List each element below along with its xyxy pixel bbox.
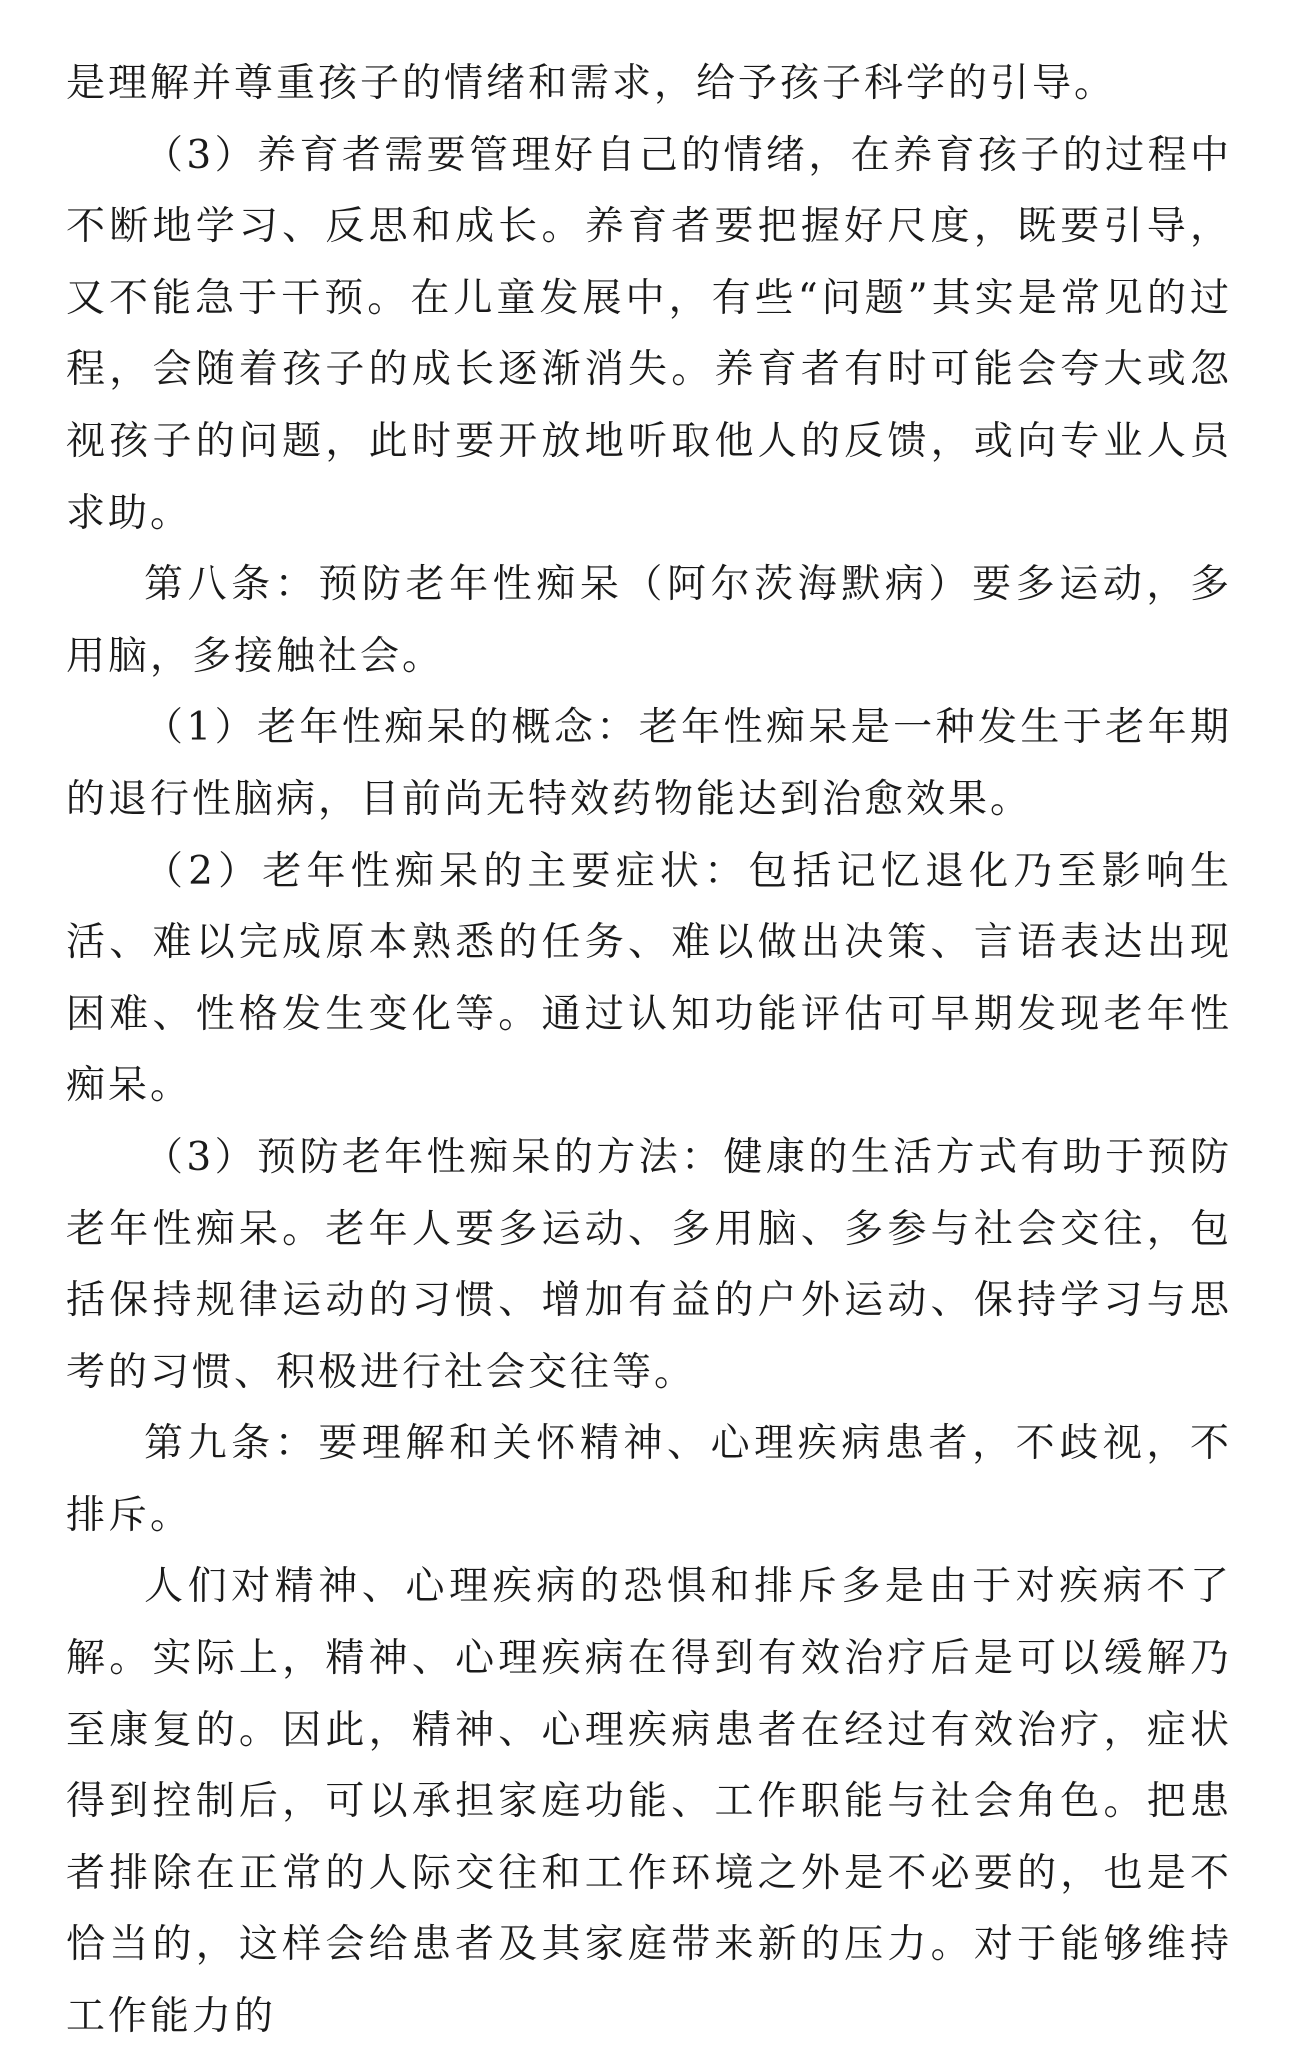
paragraph-dementia-prevention: （3）预防老年性痴呆的方法：健康的生活方式有助于预防老年性痴呆。老年人要多运动、多用脑、多参与社会交往，包括保持规律运动的习惯、增加有益的户外运动、保持学习与思考的习惯、积极进行社会交往等。 <box>66 1134 1232 1395</box>
paragraph-mental-illness: 人们对精神、心理疾病的恐惧和排斥多是由于对疾病不了解。实际上，精神、心理疾病在得到有效治疗后是可以缓解乃至康复的。因此，精神、心理疾病患者在经过有效治疗，症状得到控制后，可以承担家庭功能、工作职能与社会角色。把患者排除在正常的人际交往和工作环境之外是不必要的，也是不恰当的，这样会给患者及其家庭带来新的压力。对于能够维持工作能力的 <box>66 1564 1232 2040</box>
paragraph-dementia-concept: （1）老年性痴呆的概念：老年性痴呆是一种发生于老年期的退行性脑病，目前尚无特效药物能达到治愈效果。 <box>66 705 1232 822</box>
article-nine-heading: 第九条：要理解和关怀精神、心理疾病患者，不歧视，不排斥。 <box>66 1421 1232 1538</box>
paragraph-dementia-symptoms: （2）老年性痴呆的主要症状：包括记忆退化乃至影响生活、难以完成原本熟悉的任务、难以做出决策、言语表达出现困难、性格发生变化等。通过认知功能评估可早期发现老年性痴呆。 <box>66 848 1232 1109</box>
article-eight-heading: 第八条：预防老年性痴呆（阿尔茨海默病）要多运动，多用脑，多接触社会。 <box>66 562 1232 679</box>
paragraph-caregiver-emotion: （3）养育者需要管理好自己的情绪，在养育孩子的过程中不断地学习、反思和成长。养育者要把握好尺度，既要引导，又不能急于干预。在儿童发展中，有些“问题”其实是常见的过程，会随着孩子的成长逐渐消失。养育者有时可能会夸大或忽视孩子的问题，此时要开放地听取他人的反馈，或向专业人员求助。 <box>66 132 1232 536</box>
paragraph-continued: 是理解并尊重孩子的情绪和需求，给予孩子科学的引导。 <box>66 61 1117 106</box>
